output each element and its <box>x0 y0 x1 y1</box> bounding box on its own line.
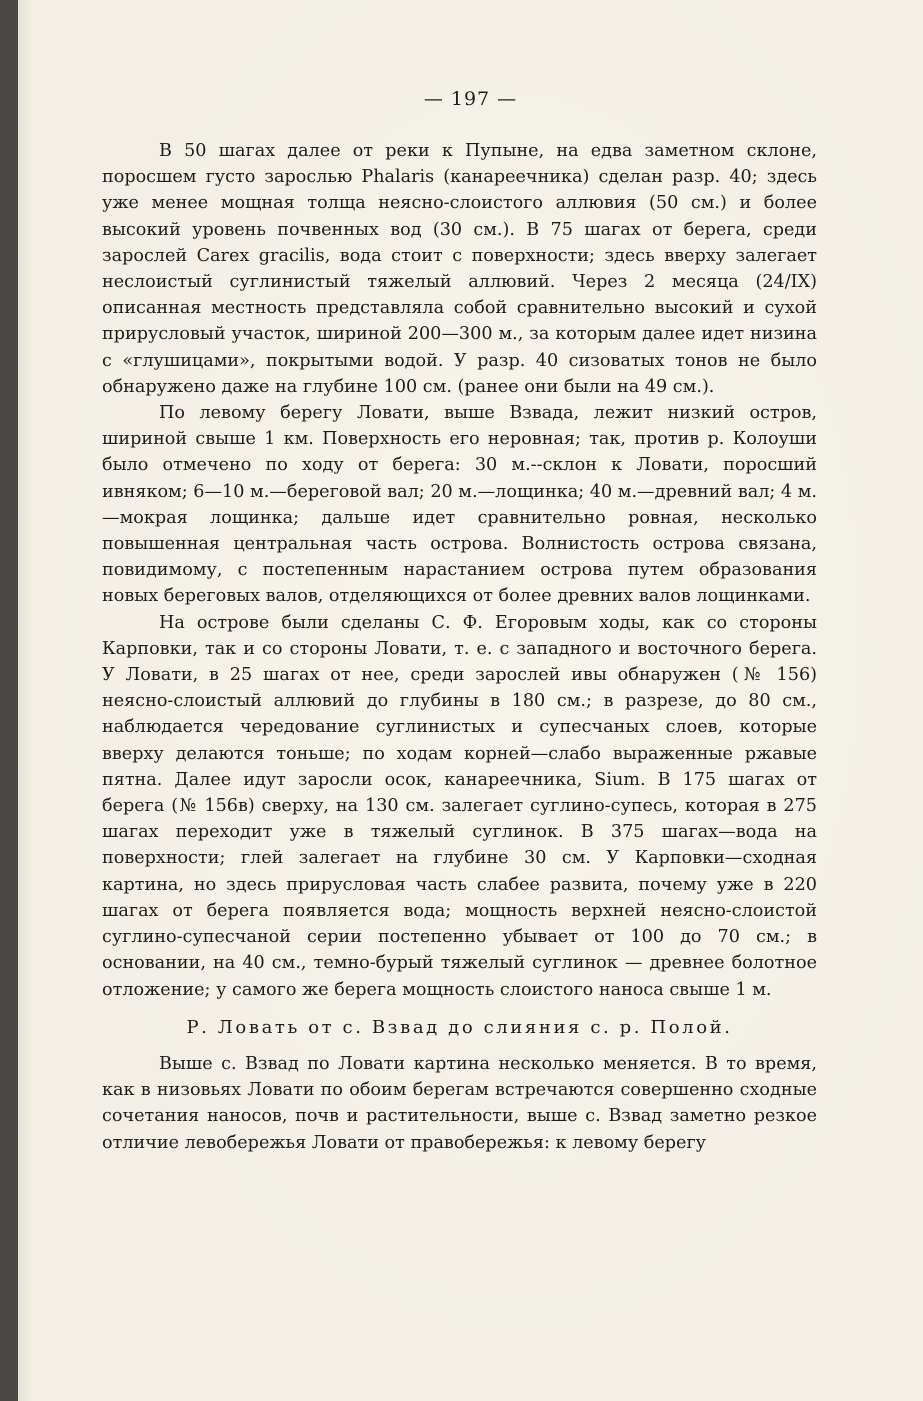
paragraph: В 50 шагах далее от реки к Пупыне, на едва заметном склоне, поросшем густо зарослью Phalaris (канареечника) сделан разр. 40; здесь уже менее мощная толща неясно-слоистого аллювия (50 см.) и более высокий уровень почвенных вод (30 см.). В 75 шагах от берега, среди зарослей Carex gracilis, вода стоит с поверхности; здесь вверху залегает неслоистый суглинистый тяжелый аллювий. Через 2 месяца (24/IX) описанная местность представляла собой сравнительно высокий и сухой прирусловый участок, шириной 200—300 м., за которым далее идет низина с «глушицами», покрытыми водой. У разр. 40 сизоватых тонов не было обнаружено даже на глубине 100 см. (ранее они были на 49 см.). <box>102 141 817 397</box>
paragraph: На острове были сделаны С. Ф. Егоровым ходы, как со стороны Карповки, так и со стороны Ловати, т. е. с западного и восточного берега. У Ловати, в 25 шагах от нее, среди зарослей ивы обнаружен (№ 156) неясно-слоистый аллювий до глубины в 180 см.; в разрезе, до 80 см., наблюдается чередование суглинистых и супесчаных слоев, которые вверху делаются тоньше; по ходам корней—слабо выраженные ржавые пятна. Далее идут заросли осок, канареечника, Sium. В 175 шагах от берега (№ 156в) сверху, на 130 см. залегает суглино-супесь, которая в 275 шагах переходит уже в тяжелый суглинок. В 375 шагах—вода на поверхности; глей залегает на глубине 30 см. У Карповки—сходная картина, но здесь прирусловая часть слабее развита, почему уже в 220 шагах от берега появляется вода; мощность верхней неясно-слоистой суглино-супесчаной серии постепенно убывает от 100 до 70 см.; в основании, на 40 см., темно-бурый тяжелый суглинок — древнее болотное отложение; у самого же берега мощность слоистого наноса свыше 1 м. <box>102 612 817 1000</box>
body-text-continued <box>102 1051 817 1156</box>
paragraph: Выше с. Взвад по Ловати картина несколько меняется. В то время, как в низовьях Ловати по обоим берегам встречаются совершенно сходные сочетания наносов, почв и растительности, выше с. Взвад заметно резкое отличие левобережья Ловати от правобережья: к левому берегу <box>102 1054 817 1153</box>
paragraph: По левому берегу Ловати, выше Взвада, лежит низкий остров, шириной свыше 1 км. Поверхность его неровная; так, против р. Колоуши было отмечено по ходу от берега: 30 м.--склон к Ловати, поросший ивняком; 6—10 м.—береговой вал; 20 м.—лощинка; 40 м.—древний вал; 4 м.—мокрая лощинка; дальше идет сравнительно ровная, несколько повышенная центральная часть острова. Волнистость острова связана, повидимому, с постепенным нарастанием острова путем образования новых береговых валов, отделяющихся от более древних валов лощинками. <box>102 403 817 607</box>
document-page <box>18 0 923 1401</box>
page-number: — 197 — <box>423 88 518 110</box>
body-text <box>102 138 817 1003</box>
section-heading: Р. Ловать от с. Взвад до слияния с. р. Полой. <box>186 1017 733 1038</box>
